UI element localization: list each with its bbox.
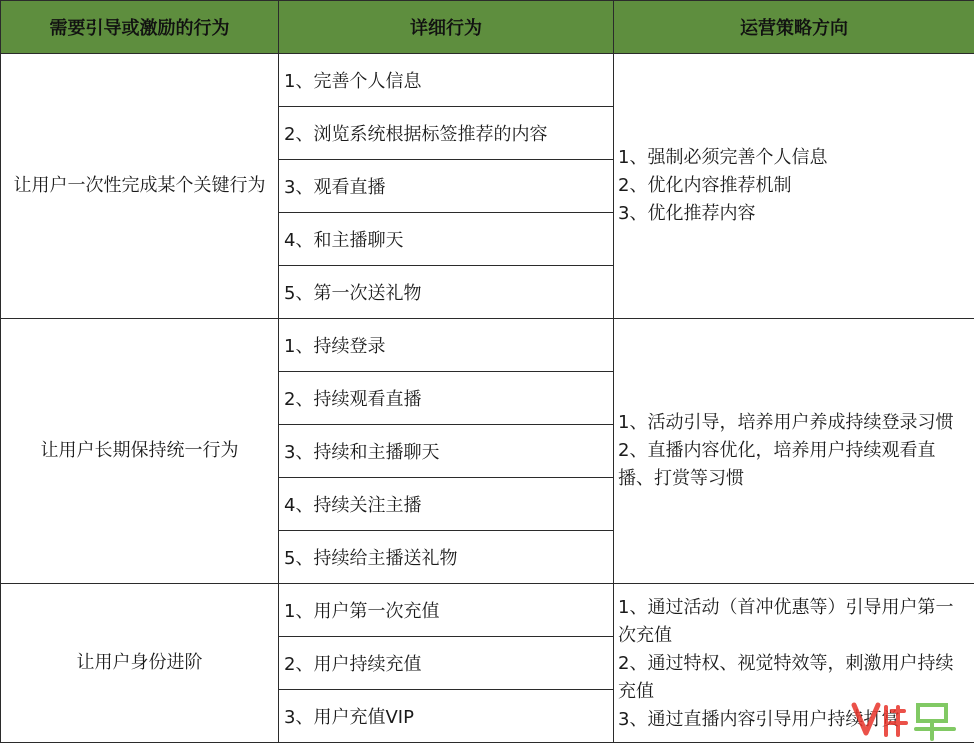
detail-cell: 4、和主播聊天 — [279, 213, 614, 266]
detail-cell: 3、持续和主播聊天 — [279, 425, 614, 478]
detail-cell: 2、浏览系统根据标签推荐的内容 — [279, 107, 614, 160]
detail-cell: 4、持续关注主播 — [279, 478, 614, 531]
detail-cell: 5、持续给主播送礼物 — [279, 531, 614, 584]
strategy-cell — [614, 54, 974, 319]
strategy-cell — [614, 319, 974, 584]
detail-cell: 3、用户充值VIP — [279, 690, 614, 743]
header-detail: 详细行为 — [279, 1, 614, 54]
strategy-line: 1、强制必须完善个人信息 — [618, 147, 828, 168]
watermark-logo — [846, 697, 966, 743]
table-row — [1, 584, 974, 637]
detail-cell: 2、用户持续充值 — [279, 637, 614, 690]
detail-cell: 3、观看直播 — [279, 160, 614, 213]
detail-cell: 1、持续登录 — [279, 319, 614, 372]
detail-cell: 1、用户第一次充值 — [279, 584, 614, 637]
behavior-cell: 让用户一次性完成某个关键行为 — [1, 54, 279, 319]
strategy-line: 2、通过特权、视觉特效等，刺激用户持续充值 — [618, 653, 954, 702]
detail-cell: 1、完善个人信息 — [279, 54, 614, 107]
watermark-glyphs-icon — [854, 705, 954, 739]
strategy-line: 3、优化推荐内容 — [618, 203, 756, 224]
strategy-line: 1、通过活动（首冲优惠等）引导用户第一次充值 — [618, 597, 954, 646]
behavior-cell: 让用户身份进阶 — [1, 584, 279, 743]
header-behavior: 需要引导或激励的行为 — [1, 1, 279, 54]
detail-cell: 5、第一次送礼物 — [279, 266, 614, 319]
behavior-cell: 让用户长期保持统一行为 — [1, 319, 279, 584]
strategy-line: 1、活动引导，培养用户养成持续登录习惯 — [618, 412, 954, 433]
table-row — [1, 54, 974, 107]
table-row — [1, 319, 974, 372]
strategy-line: 2、直播内容优化，培养用户持续观看直播、打赏等习惯 — [618, 440, 936, 489]
strategy-line: 3、通过直播内容引导用户持续打赏 — [618, 709, 900, 730]
header-row — [1, 1, 974, 54]
detail-cell: 2、持续观看直播 — [279, 372, 614, 425]
header-strategy: 运营策略方向 — [614, 1, 974, 54]
strategy-line: 2、优化内容推荐机制 — [618, 175, 792, 196]
